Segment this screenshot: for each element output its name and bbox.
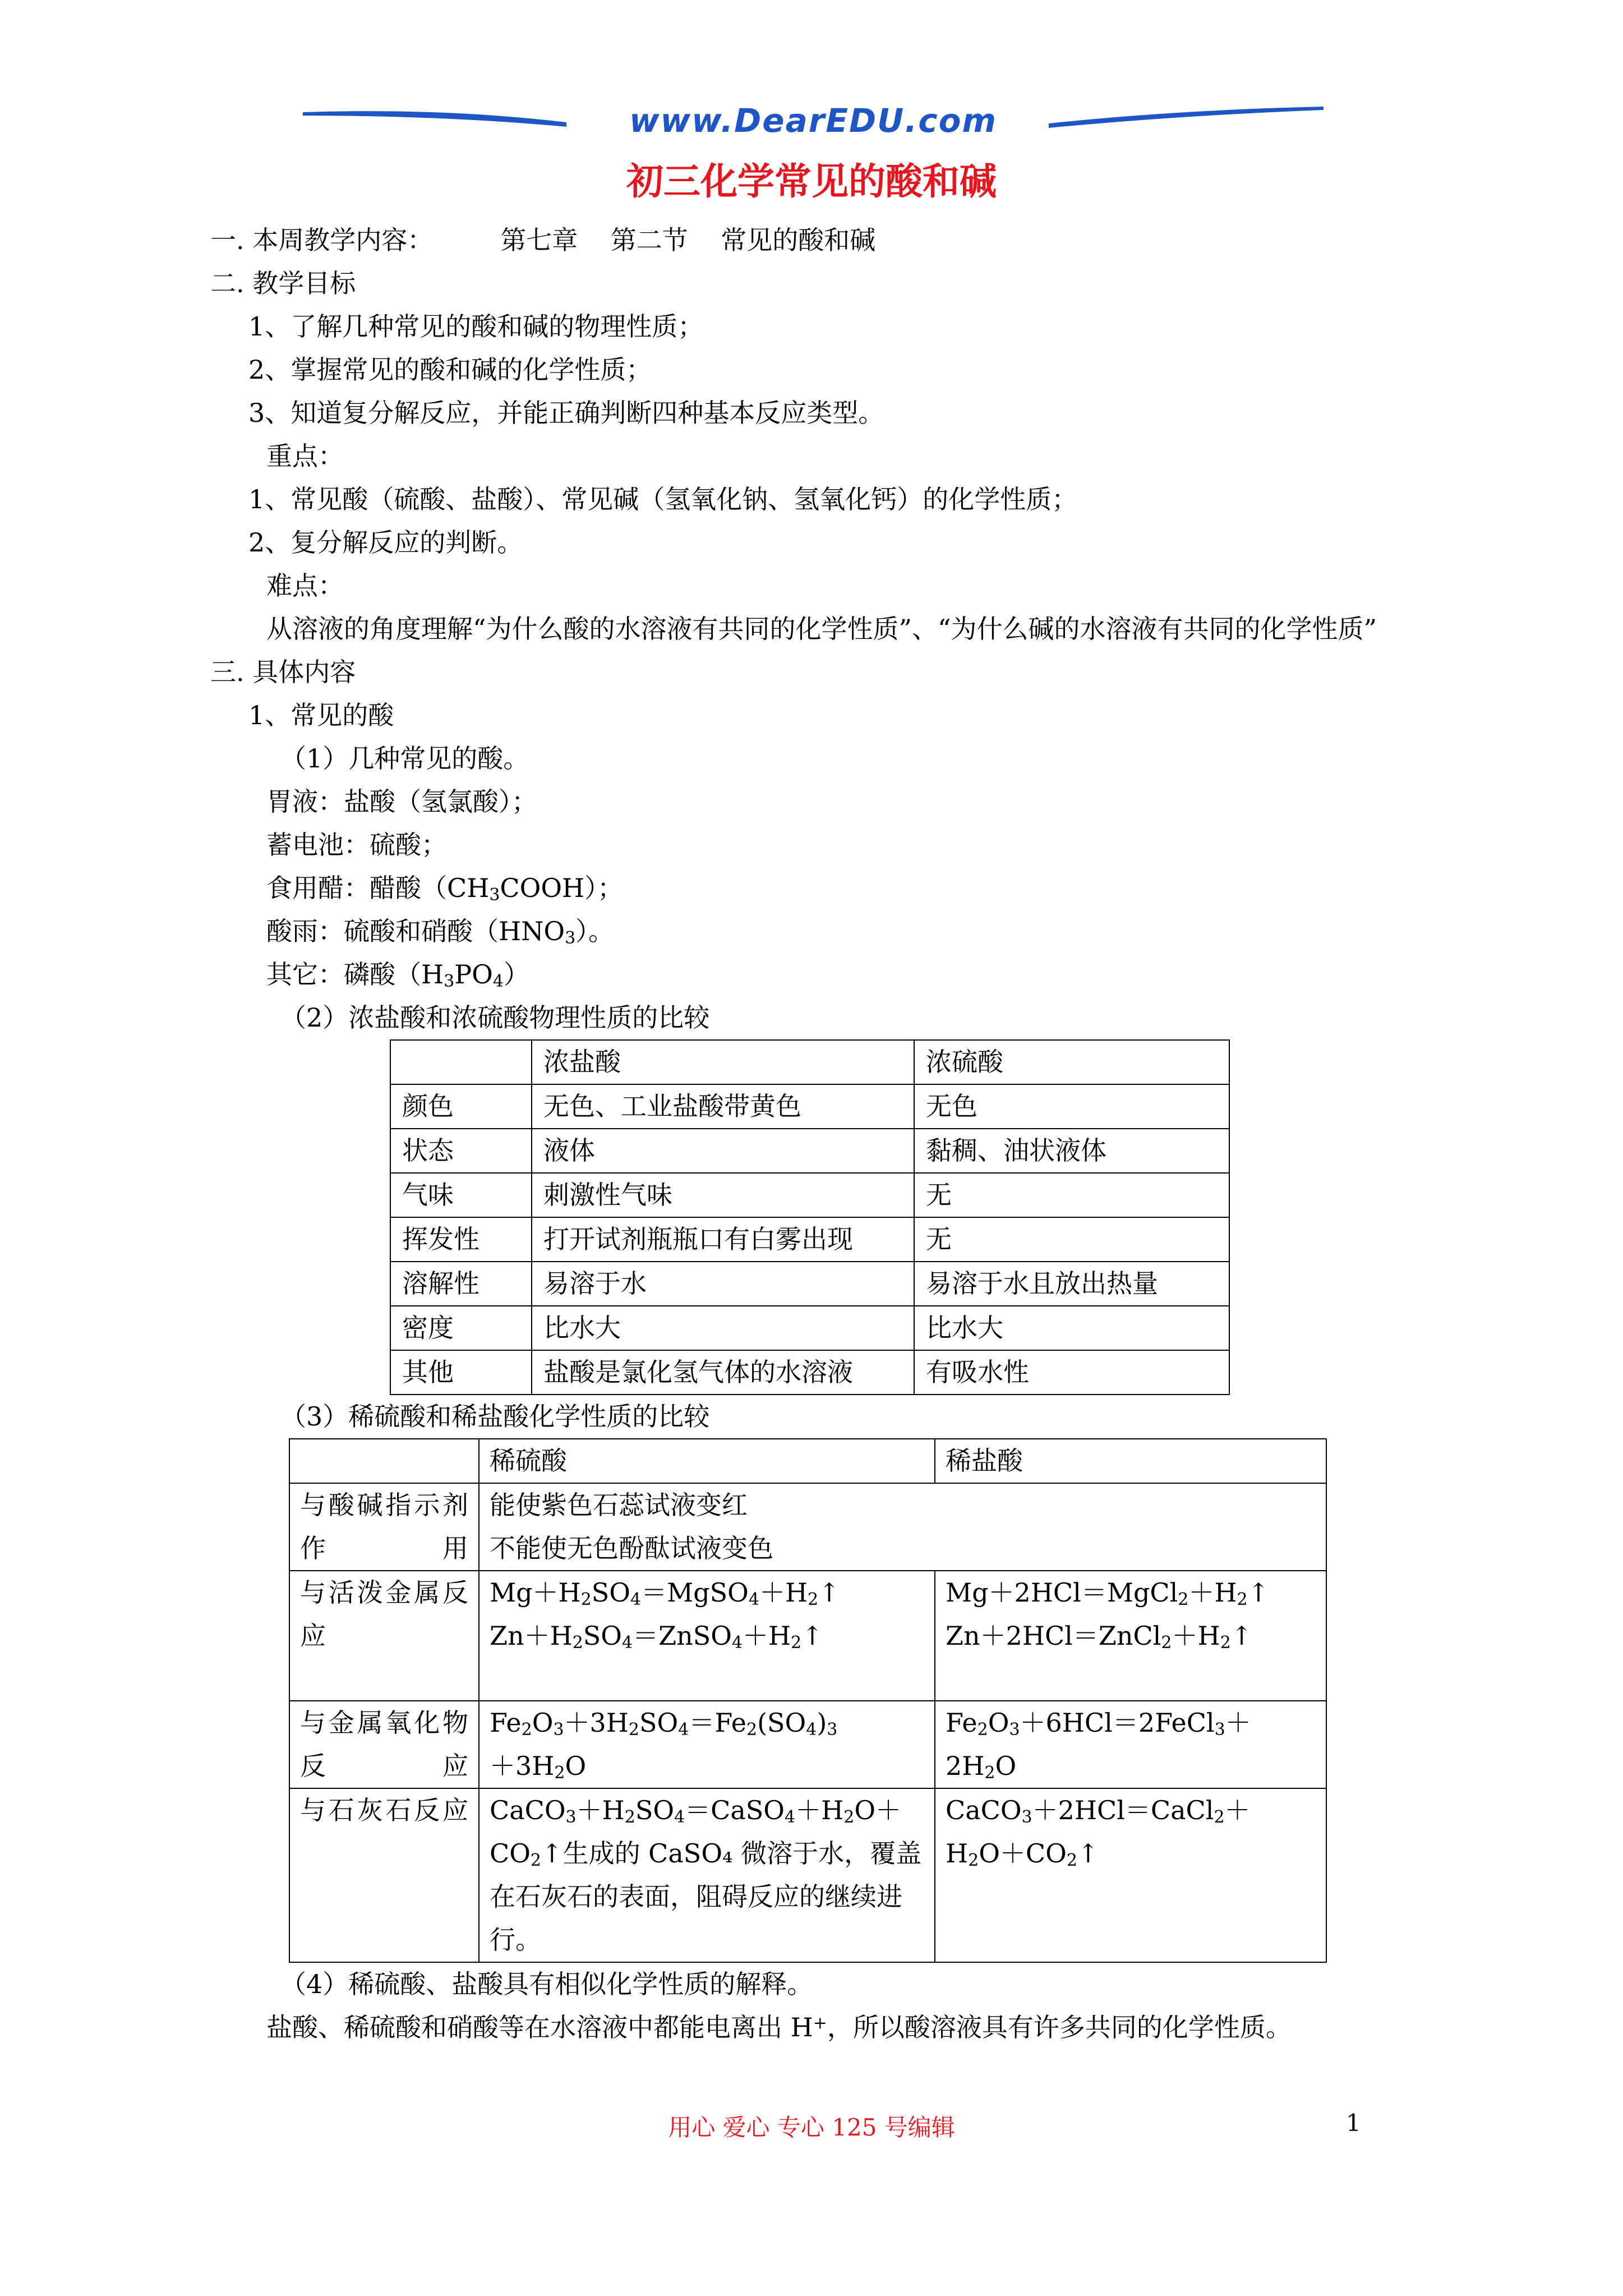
column-conc-h2so4: 浓硫酸	[914, 1040, 1229, 1084]
limestone-note: 生成的 CaSO₄ 微溶于水，覆盖在石灰石的表面，阻碍反应的继续进行。	[490, 1838, 922, 1955]
document-body	[210, 219, 1416, 2049]
table-row: 挥发性 打开试剂瓶瓶口有白雾出现 无	[390, 1217, 1229, 1262]
table-row	[289, 1483, 1326, 1571]
section-1-text: 第七章 第二节 常见的酸和碱	[500, 225, 876, 255]
goal-1: 1、了解几种常见的酸和碱的物理性质；	[248, 311, 704, 342]
goal-2: 2、掌握常见的酸和碱的化学性质；	[248, 355, 652, 385]
acid-example-other: 其它：磷酸$(H_3PO_4)$	[266, 959, 529, 991]
indicator-effect-1: 能使紫色石蕊试液变红	[490, 1490, 748, 1520]
footer-editor-note: 用心 爱心 专心 125 号编辑	[668, 2114, 955, 2141]
key-points-label: 重点：	[266, 441, 344, 471]
explanation-text: 盐酸、稀硫酸和硝酸等在水溶液中都能电离出 H+，所以酸溶液具有许多共同的化学性质。	[266, 2012, 1292, 2042]
table-header-row	[289, 1439, 1326, 1483]
table-row	[289, 1571, 1326, 1701]
key-point-2: 2、复分解反应的判断。	[248, 527, 523, 558]
goal-3: 3、知道复分解反应，并能正确判断四种基本反应类型。	[248, 398, 884, 428]
section-1-heading	[210, 219, 1416, 262]
acid-example-vinegar: 食用醋：醋酸$(CH_3COOH)$；	[266, 873, 624, 905]
hcl-limestone-equation: CaCO$_3$＋2HCl＝CaCl$_2$＋ $H_2O+CO_2↑$	[935, 1788, 1326, 1962]
table-row: 其他 盐酸是氯化氢气体的水溶液 有吸水性	[390, 1350, 1229, 1395]
acid-example-gastric: 胃液：盐酸（氢氯酸）；	[266, 786, 537, 817]
column-conc-hcl: 浓盐酸	[532, 1040, 914, 1084]
h2so4-metal-equations: $Mg+H_2SO_4=MgSO_4+H_2↑$ $Zn+H_2SO_4=ZnSO_4+H_2↑$	[479, 1571, 935, 1701]
subsection-common-acids: 1、常见的酸	[248, 700, 394, 730]
table-row: 状态 液体 黏稠、油状液体	[390, 1129, 1229, 1173]
key-point-1: 1、常见酸（硫酸、盐酸）、常见碱（氢氧化钠、氢氧化钙）的化学性质；	[248, 484, 1078, 514]
table-row: 密度 比水大 比水大	[390, 1306, 1229, 1350]
acid-example-acid-rain: 酸雨：硫酸和硝酸$(HNO_3)$。	[266, 916, 615, 948]
table-row: 溶解性 易溶于水 易溶于水且放出热量	[390, 1262, 1229, 1306]
row-label-metal-oxide: 与金属氧化物反应	[289, 1701, 479, 1788]
h2so4-limestone-equation: $CaCO_3+H_2SO_4=CaSO_4+H_2O+$ $CO_2↑$生成的 CaSO₄ 微溶于水，覆盖在石灰石的表面，阻碍反应的继续进行。	[479, 1788, 935, 1962]
section-3-heading: 三. 具体内容	[210, 657, 356, 687]
document-title: 初三化学常见的酸和碱	[626, 160, 997, 203]
indicator-effect-2: 不能使无色酚酞试液变色	[490, 1533, 773, 1563]
row-label-metal: 与活泼金属反应	[289, 1571, 479, 1701]
difficulty-text: 从溶液的角度理解“为什么酸的水溶液有共同的化学性质”、“为什么碱的水溶液有共同的化学性质”	[266, 614, 1377, 644]
table-row	[289, 1701, 1326, 1788]
item-several-acids: （1）几种常见的酸。	[280, 743, 529, 774]
column-dilute-h2so4: 稀硫酸	[479, 1439, 935, 1483]
item-physical-comparison: （2）浓盐酸和浓硫酸物理性质的比较	[280, 1002, 710, 1033]
h2so4-oxide-equation: $Fe_2O_3+3H_2SO_4=Fe_2(SO_4)_3$ $+3H_2O$	[479, 1701, 935, 1788]
column-dilute-hcl: 稀盐酸	[935, 1439, 1326, 1483]
table-row	[289, 1788, 1326, 1962]
header-banner	[303, 95, 1324, 146]
acid-example-battery: 蓄电池：硫酸；	[266, 830, 447, 860]
table-row: 气味 刺激性气味 无	[390, 1173, 1229, 1217]
section-2-heading: 二. 教学目标	[210, 268, 356, 298]
site-url-logo: www.DearEDU.com	[629, 102, 997, 140]
chemical-properties-table	[289, 1438, 1327, 1963]
row-label-indicator: 与酸碱指示剂作用	[289, 1483, 479, 1571]
page-number: 1	[1346, 2109, 1361, 2137]
section-1-label: 一. 本周教学内容：	[210, 225, 434, 255]
table-row: 颜色 无色、工业盐酸带黄色 无色	[390, 1084, 1229, 1129]
hcl-oxide-equation: $Fe_2O_3+6HCl=2FeCl_3+$ $2H_2O$	[935, 1701, 1326, 1788]
physical-properties-table	[390, 1039, 1230, 1395]
hcl-metal-equations: $Mg+2HCl=MgCl_2+H_2↑$ $Zn+2HCl=ZnCl_2+H_2↑$	[935, 1571, 1326, 1701]
item-explanation-heading: （4）稀硫酸、盐酸具有相似化学性质的解释。	[280, 1969, 813, 1999]
difficulty-label: 难点：	[266, 570, 344, 601]
row-label-limestone: 与石灰石反应	[289, 1788, 479, 1962]
table-header-row	[390, 1040, 1229, 1084]
item-chemical-comparison: （3）稀硫酸和稀盐酸化学性质的比较	[280, 1401, 710, 1432]
